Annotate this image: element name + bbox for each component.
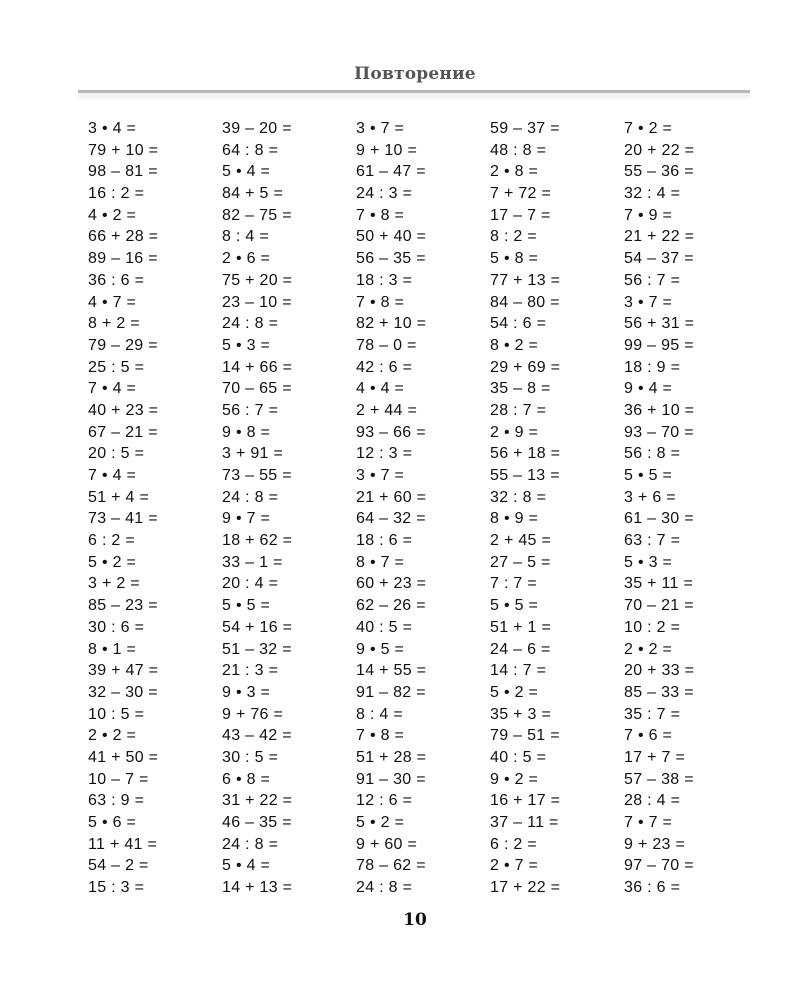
exercise-column-1: [88, 118, 222, 899]
math-expression: 98 – 81 =: [88, 163, 158, 181]
math-expression: 20 + 22 =: [624, 141, 695, 159]
math-expression: 18 : 6 =: [356, 532, 413, 550]
math-expression: 7 • 4 =: [88, 467, 137, 484]
math-expression: 84 – 80 =: [490, 293, 560, 311]
math-expression: 78 – 0 =: [356, 336, 417, 354]
math-expression: 60 + 23 =: [356, 575, 427, 593]
math-expression: 7 • 9 =: [624, 206, 673, 224]
math-expression: 9 • 2 =: [490, 770, 539, 788]
math-expression: 7 : 7 =: [490, 575, 538, 593]
math-expression: 3 • 7 =: [356, 467, 405, 484]
math-expression: 6 : 2 =: [88, 532, 136, 550]
math-expression: 29 + 69 =: [490, 358, 561, 376]
math-expression: 7 + 72 =: [490, 185, 552, 203]
math-expression: 51 + 4 =: [88, 488, 150, 506]
math-expression: 5 • 8 =: [490, 250, 539, 268]
math-expression: 7 • 4 =: [88, 380, 137, 398]
math-expression: 56 : 8 =: [624, 445, 681, 463]
math-expression: 8 • 9 =: [490, 510, 539, 528]
math-expression: 5 • 2 =: [490, 683, 539, 701]
math-expression: 7 • 6 =: [624, 727, 673, 745]
exercise-column-3: [356, 118, 490, 899]
math-expression: 79 – 29 =: [88, 336, 158, 354]
math-expression: 10 – 7 =: [88, 770, 149, 788]
math-expression: 8 • 7 =: [356, 553, 405, 571]
math-expression: 31 + 22 =: [222, 792, 293, 810]
math-expression: 62 – 26 =: [356, 597, 426, 615]
exercise-column-2: [222, 118, 356, 899]
math-expression: 91 – 30 =: [356, 770, 426, 788]
math-expression: 35 – 8 =: [490, 380, 551, 398]
math-expression: 5 • 5 =: [222, 597, 271, 615]
math-expression: 56 – 35 =: [356, 250, 426, 268]
math-expression: 9 • 7 =: [222, 510, 271, 528]
math-expression: 18 : 3 =: [356, 271, 413, 289]
math-expression: 89 – 16 =: [88, 250, 158, 268]
math-expression: 18 + 62 =: [222, 532, 293, 550]
math-expression: 3 • 4 =: [88, 120, 137, 137]
math-expression: 67 – 21 =: [88, 423, 158, 441]
math-expression: 63 : 9 =: [88, 792, 145, 810]
math-expression: 20 + 33 =: [624, 662, 695, 680]
math-expression: 73 – 55 =: [222, 467, 292, 484]
math-expression: 8 : 2 =: [490, 228, 538, 246]
math-expression: 42 : 6 =: [356, 358, 413, 376]
exercise-column-5: [624, 118, 758, 899]
math-expression: 24 : 8 =: [222, 488, 279, 506]
math-expression: 21 + 22 =: [624, 228, 695, 246]
math-expression: 77 + 13 =: [490, 271, 561, 289]
math-expression: 46 – 35 =: [222, 814, 292, 831]
math-expression: 3 + 6 =: [624, 488, 676, 506]
math-expression: 5 • 3 =: [222, 336, 271, 354]
math-expression: 10 : 5 =: [88, 705, 145, 723]
math-expression: 18 : 9 =: [624, 358, 681, 376]
math-expression: 40 : 5 =: [490, 748, 547, 766]
math-expression: 32 – 30 =: [88, 683, 158, 701]
math-expression: 85 – 23 =: [88, 597, 158, 615]
math-expression: 66 + 28 =: [88, 228, 159, 246]
math-expression: 36 : 6 =: [88, 271, 145, 289]
math-expression: 2 • 2 =: [624, 640, 673, 658]
math-expression: 43 – 42 =: [222, 727, 292, 745]
math-expression: 55 – 36 =: [624, 163, 694, 181]
math-expression: 40 + 23 =: [88, 401, 159, 419]
math-expression: 91 – 82 =: [356, 683, 426, 701]
math-expression: 24 : 8 =: [356, 879, 413, 897]
math-expression: 28 : 4 =: [624, 792, 681, 810]
math-expression: 15 : 3 =: [88, 879, 145, 897]
math-expression: 32 : 4 =: [624, 185, 681, 203]
math-expression: 51 + 1 =: [490, 618, 552, 636]
math-expression: 4 • 2 =: [88, 206, 137, 224]
math-expression: 14 + 66 =: [222, 358, 293, 376]
math-expression: 3 + 2 =: [88, 575, 140, 593]
math-expression: 3 • 7 =: [624, 293, 673, 311]
math-expression: 51 – 32 =: [222, 640, 292, 658]
math-expression: 2 + 45 =: [490, 532, 552, 550]
math-expression: 61 – 30 =: [624, 510, 694, 528]
math-expression: 24 : 8 =: [222, 835, 279, 853]
math-expression: 7 • 8 =: [356, 293, 405, 311]
math-expression: 21 + 60 =: [356, 488, 427, 506]
math-expression: 16 + 17 =: [490, 792, 561, 810]
math-expression: 8 : 4 =: [222, 228, 270, 246]
math-expression: 30 : 5 =: [222, 748, 279, 766]
math-expression: 48 : 8 =: [490, 141, 547, 159]
exercise-column-4: [490, 118, 624, 899]
math-expression: 9 + 23 =: [624, 835, 686, 853]
math-expression: 51 + 28 =: [356, 748, 427, 766]
math-expression: 9 • 5 =: [356, 640, 405, 658]
math-expression: 64 : 8 =: [222, 141, 279, 159]
math-expression: 79 – 51 =: [490, 727, 560, 745]
math-expression: 56 : 7 =: [222, 401, 279, 419]
math-expression: 5 • 5 =: [624, 467, 673, 484]
math-expression: 4 • 7 =: [88, 293, 137, 311]
math-expression: 33 – 1 =: [222, 553, 283, 571]
math-expression: 8 + 2 =: [88, 315, 140, 333]
math-expression: 7 • 2 =: [624, 120, 673, 137]
math-expression: 21 : 3 =: [222, 662, 279, 680]
math-expression: 50 + 40 =: [356, 228, 427, 246]
math-expression: 35 + 3 =: [490, 705, 552, 723]
math-expression: 24 : 8 =: [222, 315, 279, 333]
math-expression: 2 • 6 =: [222, 250, 271, 268]
math-expression: 24 : 3 =: [356, 185, 413, 203]
exercise-grid: [88, 118, 768, 899]
math-expression: 78 – 62 =: [356, 857, 426, 875]
math-expression: 64 – 32 =: [356, 510, 426, 528]
math-expression: 39 – 20 =: [222, 120, 292, 137]
math-expression: 3 • 7 =: [356, 120, 405, 137]
math-expression: 27 – 5 =: [490, 553, 551, 571]
math-expression: 8 • 2 =: [490, 336, 539, 354]
math-expression: 9 • 4 =: [624, 380, 673, 398]
math-expression: 9 + 60 =: [356, 835, 418, 853]
math-expression: 11 + 41 =: [88, 835, 158, 853]
math-expression: 17 + 7 =: [624, 748, 686, 766]
math-expression: 56 + 18 =: [490, 445, 561, 463]
math-expression: 63 : 7 =: [624, 532, 681, 550]
math-expression: 7 • 8 =: [356, 727, 405, 745]
math-expression: 5 • 2 =: [88, 553, 137, 571]
page-number: 10: [403, 910, 427, 930]
math-expression: 85 – 33 =: [624, 683, 694, 701]
math-expression: 8 • 1 =: [88, 640, 137, 658]
math-expression: 5 • 4 =: [222, 163, 271, 181]
math-expression: 17 + 22 =: [490, 879, 561, 897]
math-expression: 20 : 4 =: [222, 575, 279, 593]
math-expression: 4 • 4 =: [356, 380, 405, 398]
math-expression: 36 + 10 =: [624, 401, 695, 419]
math-expression: 9 • 8 =: [222, 423, 271, 441]
math-expression: 9 • 3 =: [222, 683, 271, 701]
math-expression: 9 + 10 =: [356, 141, 418, 159]
math-expression: 75 + 20 =: [222, 271, 293, 289]
math-expression: 39 + 47 =: [88, 662, 159, 680]
math-expression: 14 + 13 =: [222, 879, 293, 897]
math-expression: 5 • 2 =: [356, 814, 405, 831]
math-expression: 93 – 70 =: [624, 423, 694, 441]
math-expression: 5 • 3 =: [624, 553, 673, 571]
math-expression: 59 – 37 =: [490, 120, 560, 137]
math-expression: 30 : 6 =: [88, 618, 145, 636]
math-expression: 10 : 2 =: [624, 618, 681, 636]
math-expression: 28 : 7 =: [490, 401, 547, 419]
math-expression: 93 – 66 =: [356, 423, 426, 441]
math-expression: 57 – 38 =: [624, 770, 694, 788]
math-expression: 12 : 3 =: [356, 445, 413, 463]
math-expression: 24 – 6 =: [490, 640, 551, 658]
math-expression: 20 : 5 =: [88, 445, 145, 463]
math-expression: 99 – 95 =: [624, 336, 694, 354]
math-expression: 37 – 11 =: [490, 814, 559, 831]
math-expression: 54 – 37 =: [624, 250, 694, 268]
math-expression: 54 + 16 =: [222, 618, 293, 636]
math-expression: 12 : 6 =: [356, 792, 413, 810]
math-expression: 84 + 5 =: [222, 185, 284, 203]
math-expression: 73 – 41 =: [88, 510, 158, 528]
math-expression: 79 + 10 =: [88, 141, 159, 159]
math-expression: 5 • 5 =: [490, 597, 539, 615]
math-expression: 70 – 65 =: [222, 380, 292, 398]
math-expression: 35 + 11 =: [624, 575, 694, 593]
math-expression: 61 – 47 =: [356, 163, 426, 181]
math-expression: 14 + 55 =: [356, 662, 427, 680]
math-expression: 5 • 6 =: [88, 814, 137, 831]
math-expression: 2 • 9 =: [490, 423, 539, 441]
math-expression: 41 + 50 =: [88, 748, 159, 766]
math-expression: 6 : 2 =: [490, 835, 538, 853]
math-expression: 56 : 7 =: [624, 271, 681, 289]
math-expression: 25 : 5 =: [88, 358, 145, 376]
math-expression: 54 – 2 =: [88, 857, 149, 875]
math-expression: 2 • 2 =: [88, 727, 137, 745]
math-expression: 82 – 75 =: [222, 206, 292, 224]
math-expression: 14 : 7 =: [490, 662, 547, 680]
math-expression: 2 • 8 =: [490, 163, 539, 181]
math-expression: 40 : 5 =: [356, 618, 413, 636]
math-expression: 3 + 91 =: [222, 445, 284, 463]
math-expression: 23 – 10 =: [222, 293, 292, 311]
math-expression: 8 : 4 =: [356, 705, 404, 723]
math-expression: 9 + 76 =: [222, 705, 284, 723]
math-expression: 2 • 7 =: [490, 857, 539, 875]
math-expression: 7 • 8 =: [356, 206, 405, 224]
title-divider: [78, 90, 750, 93]
math-expression: 55 – 13 =: [490, 467, 560, 484]
math-expression: 17 – 7 =: [490, 206, 551, 224]
page-title: Повторение: [354, 64, 476, 84]
math-expression: 70 – 21 =: [624, 597, 694, 615]
math-expression: 36 : 6 =: [624, 879, 681, 897]
math-expression: 82 + 10 =: [356, 315, 427, 333]
math-expression: 6 • 8 =: [222, 770, 271, 788]
math-expression: 35 : 7 =: [624, 705, 681, 723]
math-expression: 7 • 7 =: [624, 814, 673, 831]
math-expression: 16 : 2 =: [88, 185, 145, 203]
math-expression: 32 : 8 =: [490, 488, 547, 506]
math-expression: 54 : 6 =: [490, 315, 547, 333]
math-expression: 56 + 31 =: [624, 315, 695, 333]
math-expression: 5 • 4 =: [222, 857, 271, 875]
math-expression: 2 + 44 =: [356, 401, 418, 419]
math-expression: 97 – 70 =: [624, 857, 694, 875]
